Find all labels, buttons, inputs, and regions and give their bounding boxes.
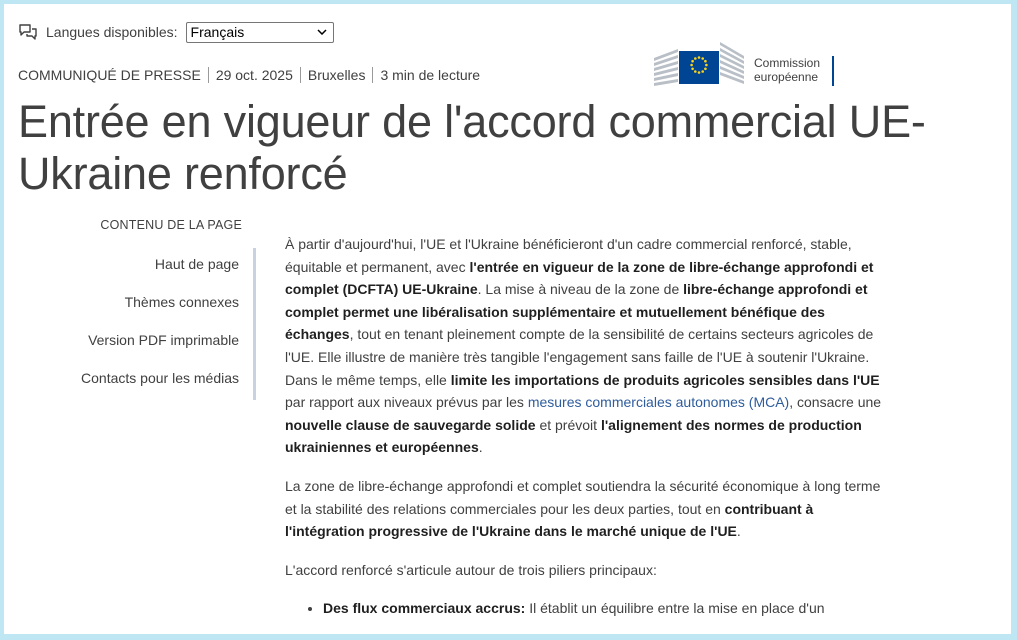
- paragraph-text: . La mise à niveau de la zone de: [477, 281, 684, 298]
- paragraph-text: .: [478, 439, 483, 456]
- language-select-value: Français: [190, 24, 245, 40]
- language-label: Langues disponibles:: [46, 24, 178, 40]
- paragraph-text: À partir d'aujourd'hui, l'UE et l'Ukraine bénéficieront d'un cadre commercial renforcé, stable, équitable et permanent, avec: [285, 236, 852, 275]
- paragraph-text: , consacre une: [789, 394, 882, 411]
- article-body: [285, 233, 887, 620]
- divider: [372, 67, 373, 83]
- bold-text: libre-échange approfondi et complet permet une libéralisation supplémentaire et mutuellement bénéfique des échanges: [285, 281, 868, 343]
- paragraph-text: par rapport aux niveaux prévus par les: [285, 394, 528, 411]
- bold-text: contribuant à l'intégration progressive de l'Ukraine dans le marché unique de l'UE: [285, 500, 814, 540]
- paragraph-text: .: [736, 523, 741, 540]
- logo-line-2: européenne: [754, 70, 819, 84]
- divider: [300, 67, 301, 83]
- content-type: COMMUNIQUÉ DE PRESSE: [18, 67, 201, 83]
- logo-accent-bar: [832, 56, 834, 86]
- article-paragraph: L'accord renforcé s'articule autour de trois piliers principaux:: [285, 561, 657, 578]
- toc-item-media-contacts[interactable]: Contacts pour les médias: [81, 370, 239, 386]
- press-meta: [18, 67, 480, 83]
- title-line-2: Ukraine renforcé: [18, 148, 348, 199]
- location: Bruxelles: [307, 67, 366, 83]
- page: [4, 4, 1011, 634]
- reading-time: 3 min de lecture: [380, 67, 481, 83]
- divider: [208, 67, 209, 83]
- pillars-list: [285, 597, 887, 620]
- title-line-1: Entrée en vigueur de l'accord commercial UE-: [18, 96, 926, 147]
- paragraph-text: Il établit un équilibre entre la mise en place d'un: [525, 600, 825, 617]
- atm-link[interactable]: mesures commerciales autonomes (MCA): [527, 394, 790, 411]
- toc-list: [4, 248, 256, 400]
- bold-text: nouvelle clause de sauvegarde solide: [285, 416, 536, 433]
- commission-building-icon: [648, 38, 752, 88]
- european-commission-logo[interactable]: [648, 38, 838, 88]
- bold-text: Des flux commerciaux accrus:: [323, 600, 526, 617]
- logo-line-1: Commission: [754, 56, 821, 70]
- bold-text: l'entrée en vigueur de la zone de libre-échange approfondi et complet (DCFTA) UE-Ukraine: [285, 258, 874, 298]
- speech-bubbles-icon: [18, 23, 38, 41]
- toc-item-top-of-page[interactable]: Haut de page: [154, 256, 239, 272]
- list-item: [323, 597, 887, 620]
- toc-item-related-topics[interactable]: Thèmes connexes: [124, 294, 239, 310]
- paragraph-text: , tout en tenant pleinement compte de la sensibilité de certains secteurs agricoles de l'UE. Elle illustre de manière très tangible l'engagement sans faille de l'UE à soutenir l'Ukraine. Dans le même temps, elle: [285, 326, 874, 388]
- language-select[interactable]: [186, 22, 334, 43]
- logo-wordmark: [754, 56, 820, 84]
- bold-text: limite les importations de produits agricoles sensibles dans l'UE: [450, 371, 880, 388]
- article-paragraph: [285, 233, 887, 459]
- toc-heading: CONTENU DE LA PAGE: [100, 218, 242, 232]
- chevron-down-icon: [317, 29, 327, 35]
- bold-text: l'alignement des normes de production ukrainiennes et européennes: [285, 416, 862, 456]
- paragraph-text: La zone de libre-échange approfondi et complet soutiendra la sécurité économique à long terme et la stabilité des relations commerciales pour les deux parties, tout en: [285, 477, 881, 517]
- language-bar: [18, 20, 334, 44]
- page-title: [18, 96, 1011, 200]
- toc-item-print-pdf[interactable]: Version PDF imprimable: [88, 332, 239, 348]
- paragraph-text: et prévoit: [535, 416, 601, 433]
- publish-date: 29 oct. 2025: [215, 67, 293, 83]
- article-paragraph: [285, 475, 887, 543]
